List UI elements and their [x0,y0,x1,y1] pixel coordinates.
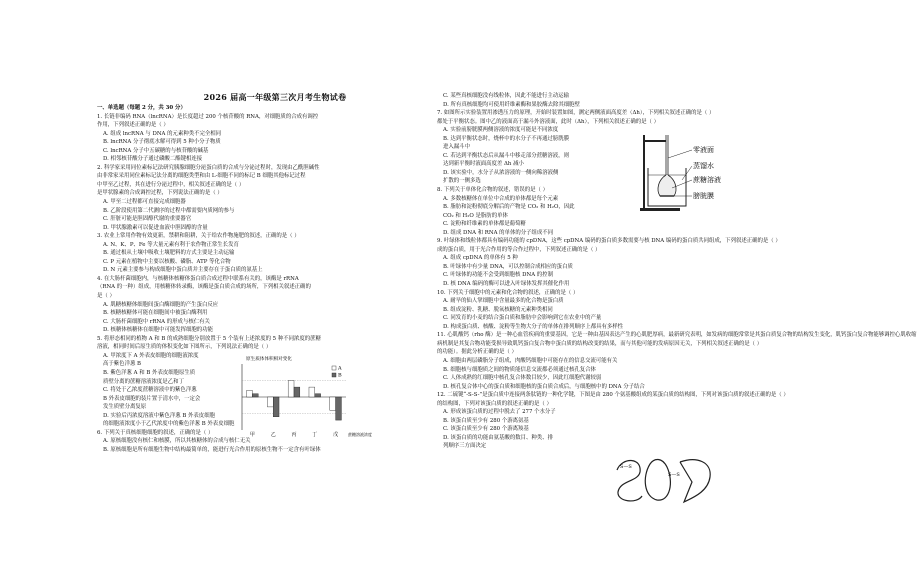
sucrose-bar-chart [228,352,372,442]
chart-title: 原生质体体积相对变化 [246,357,292,362]
left-line-33: C. 将处于乙浓度蔗糖溶液中的紫色洋葱 [103,387,197,394]
right-line-11: 8. 下列关于单体化合物的叙述，错误的是（ ） [437,187,548,194]
x-tick-丙: 丙 [291,432,297,438]
bar-A-乙 [267,397,273,407]
left-line-27: 5. 将形态相同的植物 A 和 B 的成熟细胞分别放置于 5 个装有上述浓度的 5 种不同浓度的蔗糖 [97,335,321,342]
right-line-7: C. 若达到平衡状态后从漏斗中移走部分蔗糖溶液，则 [443,152,569,159]
bar-A-戊 [330,397,336,410]
left-line-3: A. 组成 lncRNA 与 DNA 的元素种类不完全相同 [103,130,222,137]
left-line-25: C. 大肠杆菌细胞中 rRNA 的形成与核仁有关 [103,318,210,325]
right-line-10: 扩散的一侧多选 [443,178,481,185]
right-line-25: B. 组成淀粉、乳糖、脱氧核糖的元素种类相同 [443,306,553,313]
left-line-12: B. 乙阶段使用第二代测序的过程中都需要内质网的参与 [103,207,235,214]
right-line-41: 列顺序三方面决定 [443,443,487,450]
left-line-10: 是甲状腺素的合成调控过程，下列说法正确的是（ ） [97,190,223,197]
clamp [644,140,666,142]
bar-A-甲 [247,390,253,397]
bar-B-丙 [294,387,300,397]
right-line-2: 7. 如图所示实验装置用渗透压力的原理，开始时装置如图，测定两侧液面高度差（Δh），下列相关叙述正确的是（ ） [437,110,715,117]
left-line-0: 一、单选题（每题 2 分，共 30 分） [97,105,186,111]
bar-A-丁 [309,387,315,397]
osmosis-apparatus-figure [620,130,730,215]
right-line-34: D. 核孔复合体中心的蛋白质和细胞核的蛋白质合成后，与细胞核中的 DNA 分子结合 [443,383,645,390]
left-line-39: A. 原核细胞没有核仁和核膜，所以其核糖体的合成与核仁无关 [103,438,251,445]
left-line-9: 中甲至乙过程，其在进行分泌过程中，相关叙述正确的是（ ） [97,181,245,188]
right-line-0: C. 某些真核细胞没有线粒体，因此不能进行主动运输 [443,93,569,99]
label-zero-level: 零液面 [693,146,714,154]
x-tick-丁: 丁 [312,432,318,438]
left-line-14: D. 甲状腺激素可以促进血液中胆固醇的含量 [103,224,208,231]
right-line-4: A. 实验前膀胱膜两侧溶液的浓度可能是不同浓度 [443,127,559,134]
funnel-bulb [658,175,676,196]
right-line-9: D. 该实验中，水分子从浓溶液的一侧向稀溶液侧 [443,169,559,176]
protein-structure-figure [612,452,722,507]
legend-label-A: A [338,365,342,372]
legend-swatch-B [332,373,336,377]
stand-base [640,208,680,211]
page-title: 2026 届高一年级第三次月考生物试卷 [203,92,347,102]
left-line-38: 6. 下列关于真核细胞细胞的叙述，正确的是（ ） [97,429,214,436]
bar-A-丙 [288,381,294,398]
left-line-2: 作用，下列叙述正确的是（ ） [97,122,169,129]
left-line-28: 溶液，相同时间后原生质的体积变化如下图所示，下列说法正确的是（ ） [97,344,272,351]
right-line-28: 11. 心肌酸钙（rho 酶）是一种心血管疾病的重要基因，它是一种由基因表达产生的心肌肥厚病，最新研究表明，如发病的细胞常常是其蛋白质复合物的结构发生变化，肌钙蛋白复合物能够调控心肌收缩 [437,332,917,339]
left-line-19: D. N 元素主要参与构成细胞中蛋白质并主要存在于蛋白质的氨基上 [103,267,263,274]
left-line-15: 3. 农业上常用作物有效更新，禁耕和阻耕，关于给农作物施肥的叙述，正确的是（ ） [97,233,300,240]
right-line-29: 病机制是其复合物功能受损导致肌钙蛋白复合物中蛋白质的结构改变的结果，而与其他可能的发病原因无关，下列相关叙述正确的是（ ） [437,340,763,347]
right-line-8: 达到新平衡时液面高度差 Δh 减小 [443,161,524,168]
left-line-26: D. 核糖体核糖体在细胞中可能发挥细胞的功能 [103,327,213,334]
right-line-33: C. 人体成熟的红细胞中核孔复合体数目较少，因此红细胞代谢较弱 [443,375,602,382]
disulfide-label-1: S—S [620,464,632,470]
right-line-31: A. 细胞由两层磷脂分子组成，肉酸钙细胞中可能存在的信息交流可能有关 [443,357,618,364]
left-line-21: （RNA 的一种）组成，用核糖体转录酶，该酶是蛋白质合成的场所，下列相关叙述正确的 [97,284,311,291]
left-line-20: 4. 在大肠杆菌细胞内，与核糖体核糖体蛋白质合成过程中联系有关的，该酶是 rRNA [97,275,299,282]
left-line-34: B 外表皮细胞的装片置于清水中，一定会 [103,395,201,402]
right-line-16: D. 组成 DNA 和 RNA 的单体的分子组成不同 [443,229,554,236]
right-line-23: 10. 下列关于细胞中的元素和化合物的叙述，正确的是（ ） [437,289,579,296]
right-column [437,92,917,451]
right-line-37: A. 形成该蛋白质的过程中脱去了 277 个水分子 [443,409,556,416]
label-membrane: 膀胱膜 [693,192,714,200]
left-line-4: B. lncRNA 分子彻底水解可得到 5 种小分子物质 [103,139,221,146]
right-line-14: CO₂ 和 H₂O 是脂肪的单体 [443,212,508,219]
left-line-5: C. lncRNA 分子中五碳糖的与核苷酸的碱基 [103,147,209,154]
right-line-39: C. 该蛋白质至少有 280 个游离羧基 [443,426,529,433]
right-line-24: A. 耐旱的仙人掌细胞中含量最多的化合物是蛋白质 [443,298,564,305]
disulfide-label-2: S—S [668,472,680,478]
left-line-22: 是（ ） [97,293,115,300]
left-line-24: B. 核糖核糖体可能在细胞间中被蛋白酶利用 [103,310,208,317]
right-line-22: D. 核 DNA 编码的酶可以进入叶绿体发挥其催化作用 [443,281,570,288]
right-line-40: D. 该蛋白质的功能由氨基酸的数目、种类、排 [443,434,553,441]
left-line-1: 1. 长链非编码 RNA（lncRNA）是长度超过 200 个核苷酸的 RNA，对细胞质的合成有调控 [97,113,319,120]
left-line-18: C. P 元素在植物中主要以核酸、磷脂、ATP 等化合物 [103,258,231,265]
legend-swatch-A [332,366,336,370]
left-line-13: C. 肝脏可能是胆固醇代谢的重要器官 [103,216,192,223]
right-line-13: B. 脂肪和淀粉彻底分解后的产物是 CO₂ 和 H₂O，因此 [443,204,575,211]
x-axis-label: 蔗糖溶液浓度 [348,432,372,437]
left-line-31: B. 紫色洋葱 A 和 B 外表皮细胞原生质 [103,369,196,376]
right-line-6: 进入漏斗中 [443,144,470,151]
right-line-3: 都处于平衡状态。图中乙的液面高于漏斗外溶液面，此时（Δh），下列相关叙述正确的是（ ） [437,118,660,125]
left-line-6: D. 相邻核苷酸分子通过磷酸二酯键相连接 [103,156,203,163]
right-line-12: A. 多数核糖体在单位中合成的单体都是每个元素 [443,195,559,202]
left-line-16: A. N、K、P、Fe 等大量元素有利于农作物正常生长发育 [103,241,239,248]
right-line-26: C. 同发育的小麦的结合蛋白质和脂肪中会影响到它在农业中的产量 [443,315,602,322]
right-line-17: 9. 叶绿体和线粒体都具有编码功能的 cpDNA，这些 cpDNA 编码的蛋白质多数需要与核 DNA 编码的蛋白质共同组成，下列叙述正确的是（ ） [437,238,781,245]
peptide-chain-2 [645,459,670,500]
right-line-35: 12. 二硫键“-S-S-”是蛋白质中连接两条肽链的一种化学键，下图是由 280 个氨基酸组成的某蛋白质的结构图，下列对该蛋白质的叙述正确的是（ ） [437,392,789,399]
left-line-29: A. 甲浓度下 A 外表皮细胞的细胞液浓度 [103,352,199,359]
bar-B-甲 [252,394,258,397]
x-tick-乙: 乙 [270,432,276,438]
left-line-35: 发生质壁分离复原 [103,404,147,411]
peptide-chain-3 [680,460,710,502]
right-line-5: B. 达到平衡状态时，烧杯中的水分子不再通过膀胱膜 [443,135,569,142]
right-line-18: 成的蛋白质，用于光合作用的等合作过程中，下列叙述正确的是（ ） [437,246,601,253]
legend-label-B: B [338,372,342,379]
bar-B-戊 [336,397,342,420]
label-distilled-water: 蒸馏水 [693,162,714,170]
left-line-30: 高于紫色洋葱 B [103,361,142,368]
right-line-21: C. 叶绿体的功能不会受到细胞核 DNA 的控制 [443,272,553,279]
right-line-15: C. 淀粉和纤维素的单体都是葡萄糖 [443,221,526,228]
right-line-36: 的结构图，下列对该蛋白质的叙述正确的是（ ） [437,400,552,407]
stand-rod [643,135,645,209]
bar-B-丁 [315,394,321,397]
left-line-7: 2. 科学家采用同位素标记法研究胰腺细胞分泌蛋白质的合成与分泌过程时，发现由乙酰胆碱性 [97,164,320,171]
left-line-32: 质壁分离的蔗糖溶液浓度是乙和丁 [103,378,184,385]
right-line-38: B. 该蛋白质至少有 280 个游离氨基 [443,417,529,424]
right-line-30: 的功能）。据此分析正确的是（ ） [437,349,517,356]
right-line-1: D. 所有真核细胞均可使用纤维素酶和果胶酶去除其细胞壁 [443,101,580,108]
right-line-19: A. 组成 cpDNA 的单体有 5 种 [443,255,518,262]
left-line-11: A. 甲至二过程都可直接完成细胞器 [103,199,186,206]
left-line-8: 由非常家采用同位素标记法分离的细胞类型和由 L-细胞不同的标记 B 细胞其他标记过程 [97,173,306,180]
left-line-17: B. 通过根从土壤中吸收土壤肥料的方式主要是主动运输 [103,250,235,257]
right-line-27: D. 构成蛋白质、核酸、淀粉等生物大分子的单体在排列顺序上都具有多样性 [443,323,624,330]
right-line-20: B. 叶绿体中有少量 DNA，可以控制合成相应的蛋白质 [443,263,573,270]
left-line-40: B. 原核细胞是所有细胞生物中结构最简单的，能进行光合作用的原核生物不一定含有叶绿体 [103,446,321,453]
right-line-32: B. 细胞核与细胞质之间的物质能信息交流都必须通过核孔复合体 [443,366,596,373]
left-line-23: A. 肌糖核糖体细胞间蛋白酶细胞的产生蛋白反应 [103,301,219,308]
left-line-37: 的细胞液浓度小于乙代浓度中的紫色洋葱 B 外表皮细胞 [103,421,235,428]
left-line-36: D. 实验后丙浓度溶液中紫色洋葱 B 外表皮细胞 [103,412,215,419]
x-tick-甲: 甲 [249,432,255,438]
bar-B-乙 [273,397,279,417]
x-tick-戊: 戊 [333,432,339,438]
label-sucrose: 蔗糖溶液 [693,176,721,184]
